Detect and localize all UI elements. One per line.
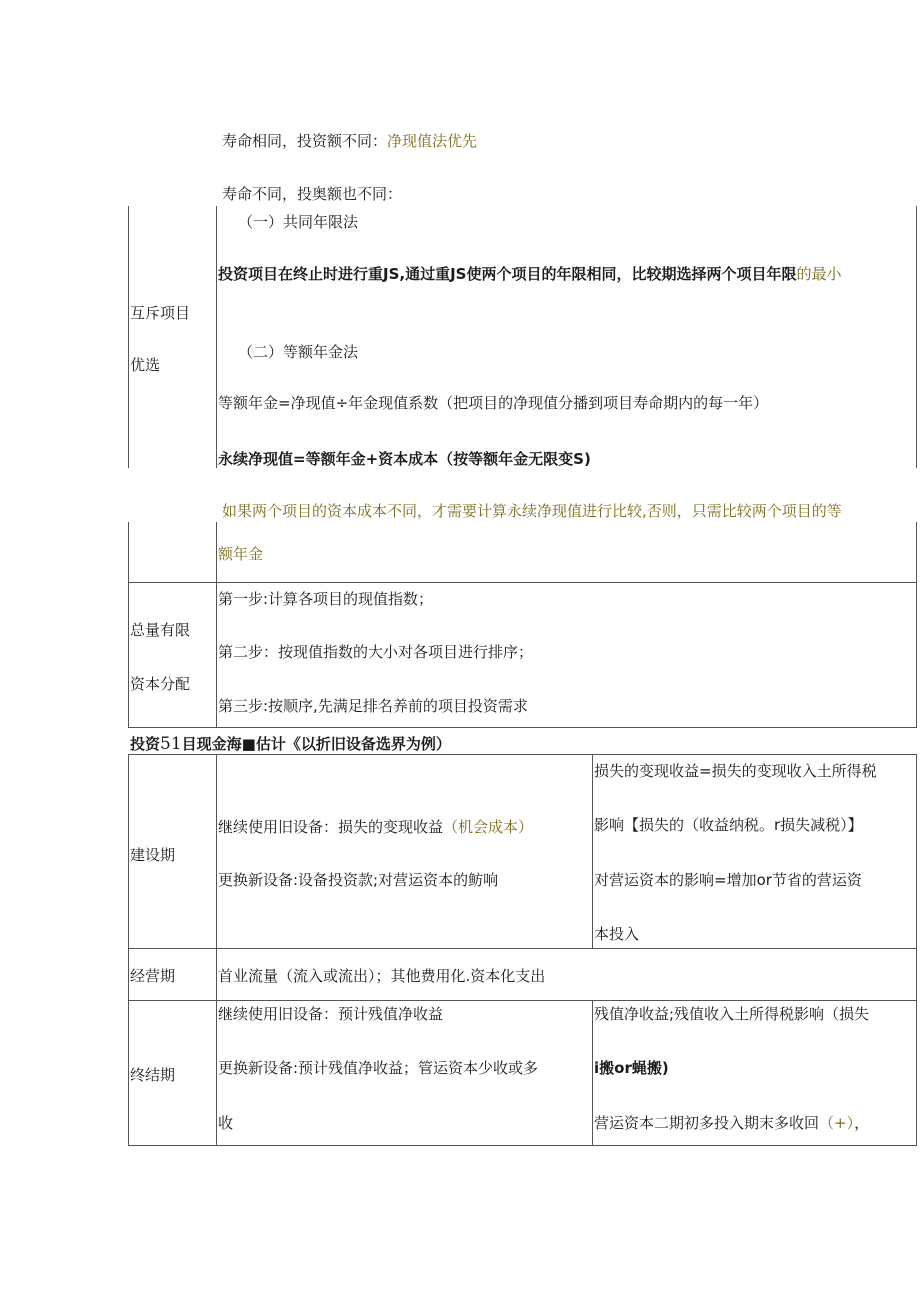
divider bbox=[916, 522, 917, 582]
operate-period-label: 经营期 bbox=[130, 967, 176, 985]
capital-label-line1: 总量有限 bbox=[130, 621, 191, 639]
divider bbox=[128, 522, 129, 582]
final-right-line1: 残值净收益;残值收入土所得税影响（损失 bbox=[594, 1005, 870, 1023]
perpetual-npv-formula: 永续净现值=等额年金+资本成本（按等额年金无限变S) bbox=[218, 450, 591, 468]
divider bbox=[216, 522, 217, 582]
divider bbox=[916, 206, 917, 468]
method2-title: （二）等额年金法 bbox=[238, 343, 359, 361]
divider bbox=[128, 206, 129, 468]
lifespan-same-line bbox=[222, 131, 477, 151]
step2-text: 第二步：按现值指数的大小对各项目进行排序； bbox=[218, 643, 534, 661]
mutual-label-line1: 互斥项目 bbox=[130, 304, 191, 322]
table-border bbox=[592, 754, 593, 948]
table-border bbox=[128, 754, 129, 1146]
final-mid-line3: 收 bbox=[218, 1114, 234, 1132]
build-period-label: 建设期 bbox=[130, 846, 176, 864]
divider bbox=[128, 727, 917, 728]
section-heading-b: 51 bbox=[160, 734, 182, 754]
build-right-line3: 对营运资本的影响=增加or节省的营运资 bbox=[594, 871, 862, 889]
table-border bbox=[128, 1000, 917, 1001]
table-border bbox=[128, 948, 917, 949]
build-right-line1: 损失的变现收益=损失的变现收入土所得税 bbox=[594, 762, 877, 780]
table-border bbox=[128, 754, 917, 755]
lifespan-different-line: 寿命不同，投奥额也不同： bbox=[222, 185, 403, 203]
divider bbox=[216, 582, 217, 728]
section-heading-a: 投资 bbox=[130, 735, 161, 753]
divider bbox=[916, 582, 917, 728]
plus-sign-text: （+） bbox=[819, 1114, 855, 1132]
npv-preferred-text: 净现值法优先 bbox=[387, 132, 478, 150]
method1-highlight: 的最小 bbox=[796, 265, 842, 283]
capital-cost-note-line1: 如果两个项目的资本成本不同，才需要计算永续净现值进行比较,否则，只需比较两个项目的等 bbox=[222, 502, 842, 520]
build-mid-text: 继续使用旧设备：损失的变现收益 bbox=[218, 818, 444, 836]
divider bbox=[128, 582, 129, 728]
mutual-label-line2: 优选 bbox=[130, 356, 161, 374]
section-heading-c: 目现金海■估计《以折旧设备选界为例） bbox=[181, 735, 451, 753]
method1-title: （一）共同年限法 bbox=[238, 213, 359, 231]
step3-text: 第三步:按顺序,先满足排名养前的项目投资需求 bbox=[218, 697, 528, 715]
build-right-line2: 影响【损失的（收益纳税。r损失减税）】 bbox=[594, 816, 863, 834]
table-border bbox=[128, 1145, 917, 1146]
build-mid-line1 bbox=[218, 817, 533, 837]
lifespan-same-text: 寿命相同，投资额不同： bbox=[222, 132, 388, 150]
final-right-line2: i搬or蝇搬) bbox=[594, 1059, 669, 1077]
table-border bbox=[216, 754, 217, 1146]
table-border bbox=[592, 1000, 593, 1146]
final-mid-line2: 更换新设备:预计残值净收益；管运资本少收或多 bbox=[218, 1059, 539, 1077]
divider bbox=[128, 582, 917, 583]
equal-annuity-formula: 等额年金=净现值÷年金现值系数（把项目的净现值分播到项目寿命期内的每一年） bbox=[218, 394, 769, 412]
method1-text: 投资项目在终止时进行重JS,通过重JS使两个项目的年限相同，比较期选择两个项目年限 bbox=[218, 265, 797, 283]
section-heading bbox=[130, 734, 451, 754]
capital-label-line2: 资本分配 bbox=[130, 675, 191, 693]
final-right-text: 营运资本二期初多投入期末多收回 bbox=[594, 1114, 820, 1132]
build-right-line4: 本投入 bbox=[594, 925, 640, 943]
operate-text: 首业流量（流入或流出）；其他费用化.资本化支出 bbox=[218, 967, 546, 985]
build-mid-line2: 更换新设备:设备投资款;对营运资本的鲂响 bbox=[218, 871, 499, 889]
step1-text: 第一步:计算各项目的现值指数； bbox=[218, 590, 434, 608]
final-right-line3 bbox=[594, 1113, 869, 1133]
table-border bbox=[916, 754, 917, 1146]
opportunity-cost-text: （机会成本） bbox=[443, 818, 534, 836]
final-right-comma: ， bbox=[854, 1114, 870, 1132]
capital-cost-note-line2: 额年金 bbox=[218, 545, 264, 563]
method1-description bbox=[218, 264, 842, 284]
final-mid-line1: 继续使用旧设备：预计残值净收益 bbox=[218, 1005, 444, 1023]
divider bbox=[216, 206, 217, 468]
final-period-label: 终结期 bbox=[130, 1066, 176, 1084]
